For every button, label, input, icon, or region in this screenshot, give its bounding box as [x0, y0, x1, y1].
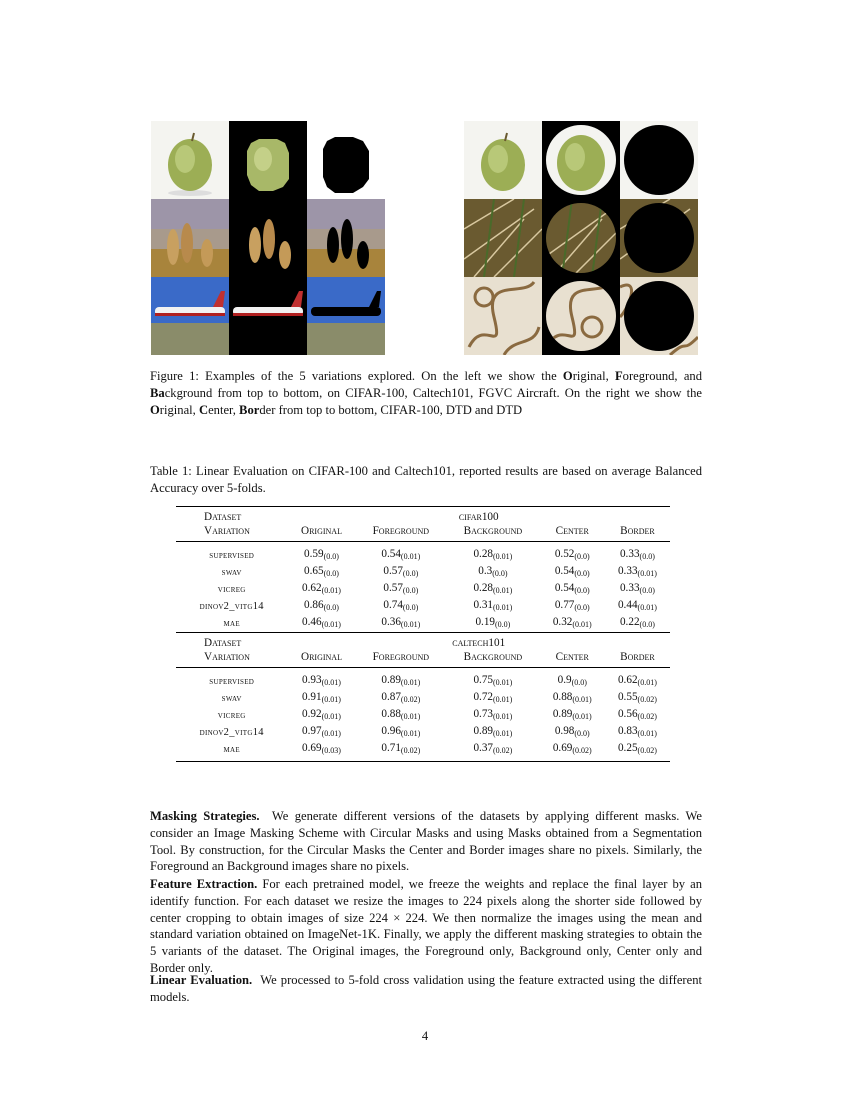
- std-value: (0.0): [571, 678, 587, 687]
- std-value: (0.02): [400, 746, 421, 755]
- table-cell: $0.87_{(0.02)}$: [381, 691, 421, 704]
- table-cell: $0.36_{(0.01)}$: [381, 616, 421, 629]
- table-cell: $0.37_{(0.02)}$: [446, 741, 540, 762]
- row-model-label: swav: [221, 692, 242, 704]
- table-cell: $0.98_{(0.0)}$: [554, 725, 590, 738]
- std-value: (0.0): [323, 603, 339, 612]
- apple-original-image: [464, 121, 542, 199]
- std-value: (0.01): [400, 712, 421, 721]
- cheetah-background-image: [307, 199, 385, 277]
- airplane-original-image: [151, 277, 229, 355]
- table-cell: $0.54_{(0.0)}$: [554, 565, 590, 578]
- table-cell: $0.54_{(0.01)}$: [381, 548, 421, 561]
- paragraph-linear-evaluation: [150, 972, 702, 1006]
- paragraph-feature-extraction: [150, 876, 702, 977]
- std-value: (0.0): [574, 552, 590, 561]
- table-row: [176, 724, 670, 741]
- table-cell: $0.97_{(0.01)}$: [302, 725, 341, 738]
- std-value: (0.01): [493, 729, 513, 738]
- table-cell: $0.72_{(0.01)}$: [473, 691, 513, 704]
- table-cell: $0.89_{(0.01)}$: [381, 674, 421, 687]
- table-cell: $0.31_{(0.01)}$: [473, 599, 513, 612]
- swirl-border-image: [620, 277, 698, 355]
- row-model-label: supervised: [209, 549, 255, 561]
- std-value: (0.01): [493, 678, 513, 687]
- std-value: (0.0): [574, 603, 590, 612]
- table-cell: $0.86_{(0.0)}$: [304, 599, 339, 612]
- table-cell: $0.62_{(0.01)}$: [617, 674, 657, 687]
- table-cell: $0.88_{(0.01)}$: [552, 691, 592, 704]
- table-row: [176, 598, 670, 615]
- std-value: (0.01): [321, 586, 341, 595]
- std-value: (0.02): [637, 695, 657, 704]
- row-model-label: supervised: [209, 675, 255, 687]
- table-cell: $0.22_{(0.0)}$: [619, 616, 655, 629]
- table-cell: $0.62_{(0.01)}$: [302, 582, 341, 595]
- table-cell: $0.54_{(0.0)}$: [554, 582, 590, 595]
- table-row: [176, 615, 670, 633]
- std-value: (0.02): [637, 746, 657, 755]
- std-value: (0.01): [637, 678, 657, 687]
- header-dataset-label: Dataset: [176, 507, 287, 525]
- std-value: (0.02): [493, 746, 513, 755]
- table-cell: $0.19_{(0.0)}$: [475, 616, 511, 629]
- table-cell: $0.88_{(0.01)}$: [381, 708, 421, 721]
- table-cell: $0.46_{(0.01)}$: [302, 616, 341, 629]
- apple-foreground-image: [229, 121, 307, 199]
- std-value: (0.01): [400, 678, 421, 687]
- header-variation-label: Variation: [176, 524, 287, 542]
- row-model-label: mae: [176, 741, 287, 762]
- table-cell: $0.89_{(0.01)}$: [473, 725, 513, 738]
- std-value: (0.03): [321, 746, 341, 755]
- airplane-foreground-image: [229, 277, 307, 355]
- paragraph-masking-strategies: [150, 808, 702, 875]
- dataset-name: caltech101: [287, 633, 670, 651]
- table-cell: $0.56_{(0.02)}$: [617, 708, 657, 721]
- table-row: [176, 690, 670, 707]
- std-value: (0.01): [400, 729, 421, 738]
- table-cell: $0.28_{(0.01)}$: [473, 548, 513, 561]
- table-cell: $0.75_{(0.01)}$: [473, 674, 513, 687]
- std-value: (0.0): [323, 569, 339, 578]
- apple-center-image: [542, 121, 620, 199]
- table-cell: $0.65_{(0.0)}$: [304, 565, 339, 578]
- paragraph-heading: Linear Evaluation.: [150, 973, 253, 987]
- table-cell: $0.69_{(0.03)}$: [287, 741, 355, 762]
- std-value: (0.0): [402, 569, 419, 578]
- std-value: (0.01): [637, 729, 657, 738]
- std-value: (0.01): [321, 695, 341, 704]
- table-cell: $0.25_{(0.02)}$: [605, 741, 670, 762]
- header-dataset-label: Dataset: [176, 633, 287, 651]
- std-value: (0.0): [402, 603, 419, 612]
- column-header: Center: [540, 524, 605, 542]
- column-header: Border: [605, 650, 670, 668]
- cheetah-original-image: [151, 199, 229, 277]
- std-value: (0.01): [321, 620, 341, 629]
- table-row: [176, 581, 670, 598]
- table-cell: $0.33_{(0.01)}$: [617, 565, 657, 578]
- table-row: [176, 707, 670, 724]
- std-value: (0.01): [637, 603, 657, 612]
- table-cell: $0.74_{(0.0)}$: [383, 599, 419, 612]
- table-cell: $0.3_{(0.0)}$: [478, 565, 508, 578]
- std-value: (0.0): [574, 586, 590, 595]
- table-row: [176, 668, 670, 691]
- table-cell: $0.28_{(0.01)}$: [473, 582, 513, 595]
- std-value: (0.01): [400, 620, 421, 629]
- table-cell: $0.33_{(0.0)}$: [619, 548, 655, 561]
- table-cell: $0.71_{(0.02)}$: [356, 741, 447, 762]
- table-cell: $0.55_{(0.02)}$: [617, 691, 657, 704]
- table-cell: $0.73_{(0.01)}$: [473, 708, 513, 721]
- std-value: (0.01): [493, 712, 513, 721]
- std-value: (0.02): [637, 712, 657, 721]
- header-variation-label: Variation: [176, 650, 287, 668]
- std-value: (0.0): [402, 586, 419, 595]
- table-cell: $0.57_{(0.0)}$: [383, 565, 419, 578]
- table-row: [176, 542, 670, 565]
- std-value: (0.0): [492, 569, 508, 578]
- figure-caption-prefix: Figure 1:: [150, 369, 199, 383]
- grass-center-image: [542, 199, 620, 277]
- swirl-center-image: [542, 277, 620, 355]
- figure-right-grid: [464, 121, 698, 355]
- row-model-label: dinov2_vitg14: [199, 600, 264, 612]
- column-header: Foreground: [356, 650, 447, 668]
- std-value: (0.01): [637, 569, 657, 578]
- paragraph-text: For each pretrained model, we freeze the weights and replace the final layer by an identify function. For each dataset we resize the images to 224 pixels along the shorter side followed by center cropping to obtain images of size 224 × 224. We then normalize the images using the mean and standard variation obtained on ImageNet-1K. Finally, we apply the different masking strategies to obtain the 5 variants of the dataset. The Original images, the Foreground only, Background only, Center only and Border only.: [150, 877, 702, 975]
- figure-caption-text: Examples of the 5 variations explored. On the left we show the Original, Foreground, and Background from top to bottom, on CIFAR-100, Caltech101, FGVC Aircraft. On the right we show the Original, Center, Border from top to bottom, CIFAR-100, DTD and DTD: [150, 369, 702, 417]
- column-header: Background: [446, 524, 540, 542]
- column-header: Original: [287, 524, 355, 542]
- row-model-label: vicreg: [217, 709, 246, 721]
- column-header: Original: [287, 650, 355, 668]
- std-value: (0.0): [323, 552, 339, 561]
- table-column-header-row: [176, 650, 670, 668]
- paragraph-text: We processed to 5-fold cross validation using the feature extracted using the different models.: [150, 973, 702, 1004]
- cheetah-foreground-image: [229, 199, 307, 277]
- table-row: [176, 741, 670, 762]
- std-value: (0.02): [400, 695, 421, 704]
- column-header: Center: [540, 650, 605, 668]
- std-value: (0.0): [495, 620, 511, 629]
- apple-background-image: [307, 121, 385, 199]
- row-model-label: mae: [223, 617, 240, 629]
- table-cell: $0.52_{(0.0)}$: [554, 548, 590, 561]
- table-cell: $0.9_{(0.0)}$: [557, 674, 587, 687]
- std-value: (0.01): [321, 678, 341, 687]
- table-cell: $0.44_{(0.01)}$: [617, 599, 657, 612]
- std-value: (0.01): [493, 695, 513, 704]
- grass-border-image: [620, 199, 698, 277]
- table-header-row: [176, 633, 670, 651]
- table-column-header-row: [176, 524, 670, 542]
- std-value: (0.01): [572, 695, 592, 704]
- row-model-label: vicreg: [217, 583, 246, 595]
- apple-border-image: [620, 121, 698, 199]
- swirl-original-image: [464, 277, 542, 355]
- table-cell: $0.89_{(0.01)}$: [552, 708, 592, 721]
- table-cell: $0.59_{(0.0)}$: [304, 548, 339, 561]
- table-cell: $0.57_{(0.0)}$: [383, 582, 419, 595]
- table-header-row: [176, 507, 670, 525]
- paragraph-heading: Feature Extraction.: [150, 877, 258, 891]
- table-row: [176, 564, 670, 581]
- std-value: (0.0): [639, 586, 655, 595]
- dataset-name: cifar100: [287, 507, 670, 525]
- apple-original-image: [151, 121, 229, 199]
- table-cell: $0.33_{(0.0)}$: [619, 582, 655, 595]
- column-header: Background: [446, 650, 540, 668]
- row-model-label: swav: [221, 566, 242, 578]
- table-cell: $0.69_{(0.02)}$: [540, 741, 605, 762]
- std-value: (0.0): [574, 569, 590, 578]
- table-cell: $0.91_{(0.01)}$: [302, 691, 341, 704]
- table-cell: $0.92_{(0.01)}$: [302, 708, 341, 721]
- table-cell: $0.83_{(0.01)}$: [617, 725, 657, 738]
- std-value: (0.01): [400, 552, 421, 561]
- std-value: (0.0): [639, 552, 655, 561]
- row-model-label: dinov2_vitg14: [199, 726, 264, 738]
- column-header: Border: [605, 524, 670, 542]
- std-value: (0.01): [493, 586, 513, 595]
- paragraph-heading: Masking Strategies.: [150, 809, 260, 823]
- std-value: (0.0): [639, 620, 655, 629]
- figure-caption: [150, 368, 702, 419]
- std-value: (0.02): [572, 746, 592, 755]
- paragraph-text: We generate different versions of the datasets by applying different masks. We consider an Image Masking Scheme with Circular Masks and using Masks obtained from a Segmentation Tool. By construction, for the Circular Masks the Center and Border images share no pixels. Similarly, the Foreground an Background images share no pixels.: [150, 809, 702, 874]
- std-value: (0.01): [572, 712, 592, 721]
- grass-original-image: [464, 199, 542, 277]
- std-value: (0.01): [493, 603, 513, 612]
- std-value: (0.0): [574, 729, 590, 738]
- table-cell: $0.32_{(0.01)}$: [552, 616, 592, 629]
- results-table: [176, 506, 670, 762]
- column-header: Foreground: [356, 524, 447, 542]
- table-cell: $0.93_{(0.01)}$: [302, 674, 341, 687]
- table-cell: $0.77_{(0.0)}$: [554, 599, 590, 612]
- table-caption: Table 1: Linear Evaluation on CIFAR-100 and Caltech101, reported results are based on average Balanced Accuracy over 5-folds.: [150, 464, 702, 495]
- std-value: (0.01): [321, 712, 341, 721]
- std-value: (0.01): [321, 729, 341, 738]
- figure-left-grid: [151, 121, 385, 355]
- std-value: (0.01): [572, 620, 592, 629]
- page-number: 4: [421, 1029, 429, 1043]
- airplane-background-image: [307, 277, 385, 355]
- table-cell: $0.96_{(0.01)}$: [381, 725, 421, 738]
- std-value: (0.01): [493, 552, 513, 561]
